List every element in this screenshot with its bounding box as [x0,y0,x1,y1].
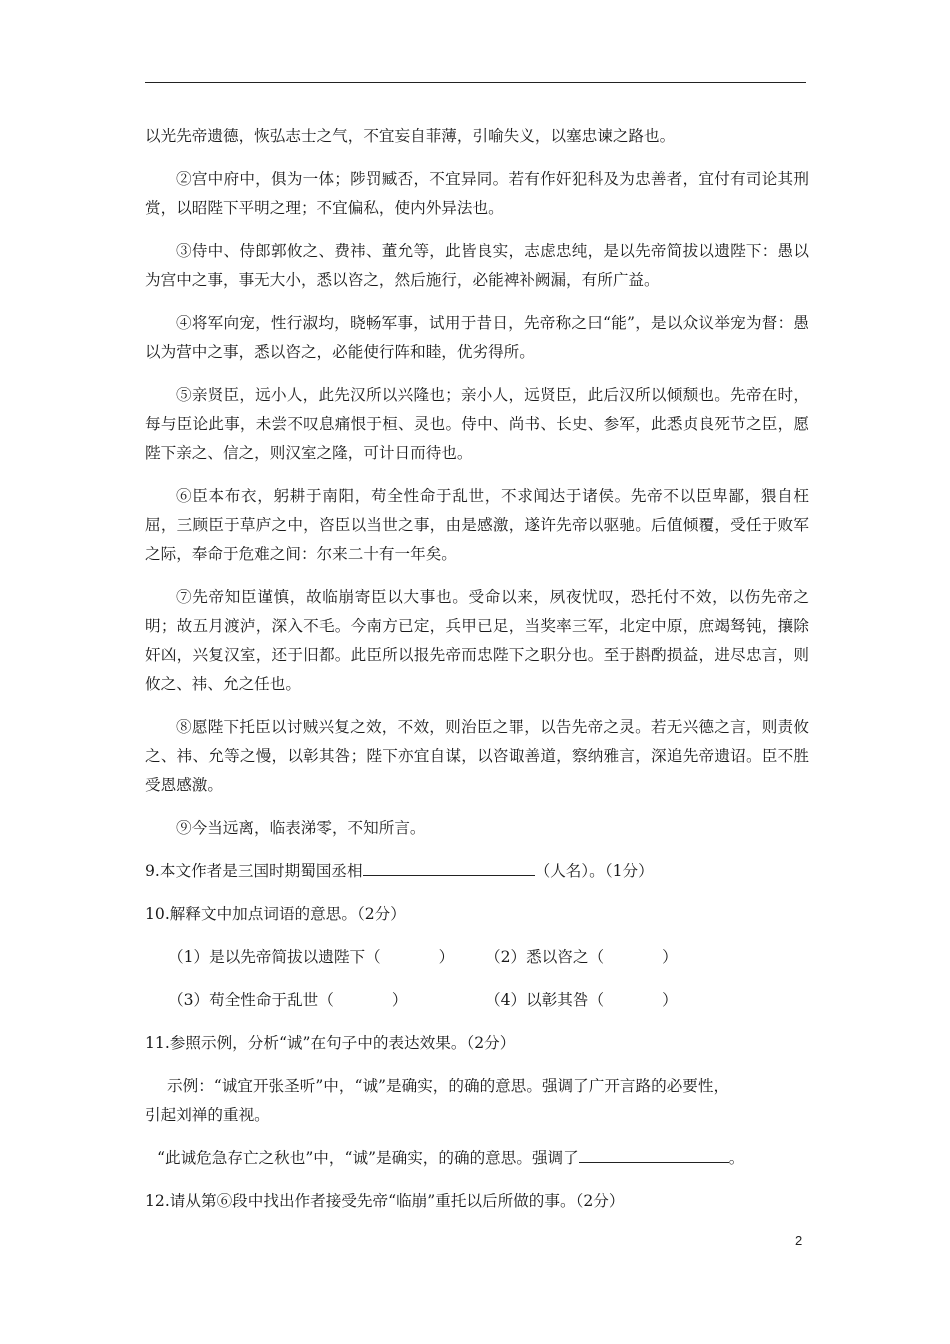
question-10-item-3 [168,986,485,1015]
answer-blank-author[interactable] [363,857,535,876]
item-3-text: （3）苟全性命于乱世（ [168,991,334,1009]
paragraph-2: ②宫中府中，俱为一体；陟罚臧否，不宜异同。若有作奸犯科及为忠善者，宜付有司论其刑赏，以昭陛下平明之理；不宜偏私，使内外异法也。 [145,170,809,217]
question-10-row-2 [145,986,809,1015]
item-2-text: （2）悉以咨之（ [485,948,605,966]
item-2-close: ） [662,948,678,966]
paragraph-7: ⑦先帝知臣谨慎，故临崩寄臣以大事也。受命以来，夙夜忧叹，恐托付不效，以伤先帝之明；故五月渡泸，深入不毛。今南方已定，兵甲已足，当奖率三军，北定中原，庶竭驽钝，攘除奸凶，兴复汉室，还于旧都。此臣所以报先帝而忠陛下之职分也。至于斟酌损益，进尽忠言，则攸之、祎、允之任也。 [145,588,809,693]
question-10-item-2 [485,943,678,972]
answer-blank-analysis[interactable] [579,1144,729,1163]
question-9 [145,857,809,886]
task-suffix: 。 [728,1149,745,1167]
question-10: 10.解释文中加点词语的意思。（2分） [145,905,406,923]
question-11: 11.参照示例，分析“诚”在句子中的表达效果。（2分） [145,1034,516,1052]
item-4-text: （4）以彰其咎（ [485,991,605,1009]
question-9-prefix: 9.本文作者是三国时期蜀国丞相 [145,862,363,880]
question-9-suffix: （人名）。（1分） [534,862,654,880]
header-rule [145,82,806,83]
item-1-close: ） [438,948,455,966]
question-12: 12.请从第⑥段中找出作者接受先帝“临崩”重托以后所做的事。（2分） [145,1192,625,1210]
item-4-close: ） [662,991,678,1009]
task-prefix: “此诚危急存亡之秋也”中，“诚”是确实，的确的意思。强调了 [157,1149,579,1167]
paragraph-continued: 以光先帝遗德，恢弘志士之气，不宜妄自菲薄，引喻失义，以塞忠谏之路也。 [145,127,676,145]
example-line-2: 引起刘禅的重视。 [145,1106,270,1124]
document-body [145,122,809,1230]
paragraph-3: ③侍中、侍郎郭攸之、费祎、董允等，此皆良实，志虑忠纯，是以先帝简拔以遗陛下：愚以为宫中之事，事无大小，悉以咨之，然后施行，必能裨补阙漏，有所广益。 [145,242,809,289]
item-3-close: ） [391,991,408,1009]
question-10-item-1 [168,943,485,972]
question-11-task [145,1144,809,1173]
example-line-1: 示例：“诚宜开张圣听”中，“诚”是确实，的确的意思。强调了广开言路的必要性， [167,1077,730,1095]
question-10-row-1 [145,943,809,972]
paragraph-9: ⑨今当远离，临表涕零，不知所言。 [176,819,426,837]
paragraph-5: ⑤亲贤臣，远小人，此先汉所以兴隆也；亲小人，远贤臣，此后汉所以倾颓也。先帝在时，每与臣论此事，未尝不叹息痛恨于桓、灵也。侍中、尚书、长史、参军，此悉贞良死节之臣，愿陛下亲之、信之，则汉室之隆，可计日而待也。 [145,386,809,462]
paragraph-8: ⑧愿陛下托臣以讨贼兴复之效，不效，则治臣之罪，以告先帝之灵。若无兴德之言，则责攸之、祎、允等之慢，以彰其咎；陛下亦宜自谋，以咨诹善道，察纳雅言，深追先帝遗诏。臣不胜受恩感激。 [145,718,809,794]
paragraph-6: ⑥臣本布衣，躬耕于南阳，苟全性命于乱世，不求闻达于诸侯。先帝不以臣卑鄙，猥自枉屈，三顾臣于草庐之中，咨臣以当世之事，由是感激，遂许先帝以驱驰。后值倾覆，受任于败军之际，奉命于危难之间：尔来二十有一年矣。 [145,487,809,563]
paragraph-4: ④将军向宠，性行淑均，晓畅军事，试用于昔日，先帝称之曰“能”，是以众议举宠为督：愚以为营中之事，悉以咨之，必能使行阵和睦，优劣得所。 [145,314,809,361]
item-1-text: （1）是以先帝简拔以遗陛下（ [168,948,381,966]
question-10-item-4 [485,986,678,1015]
question-11-example [145,1072,809,1130]
page-number: 2 [795,1233,803,1248]
